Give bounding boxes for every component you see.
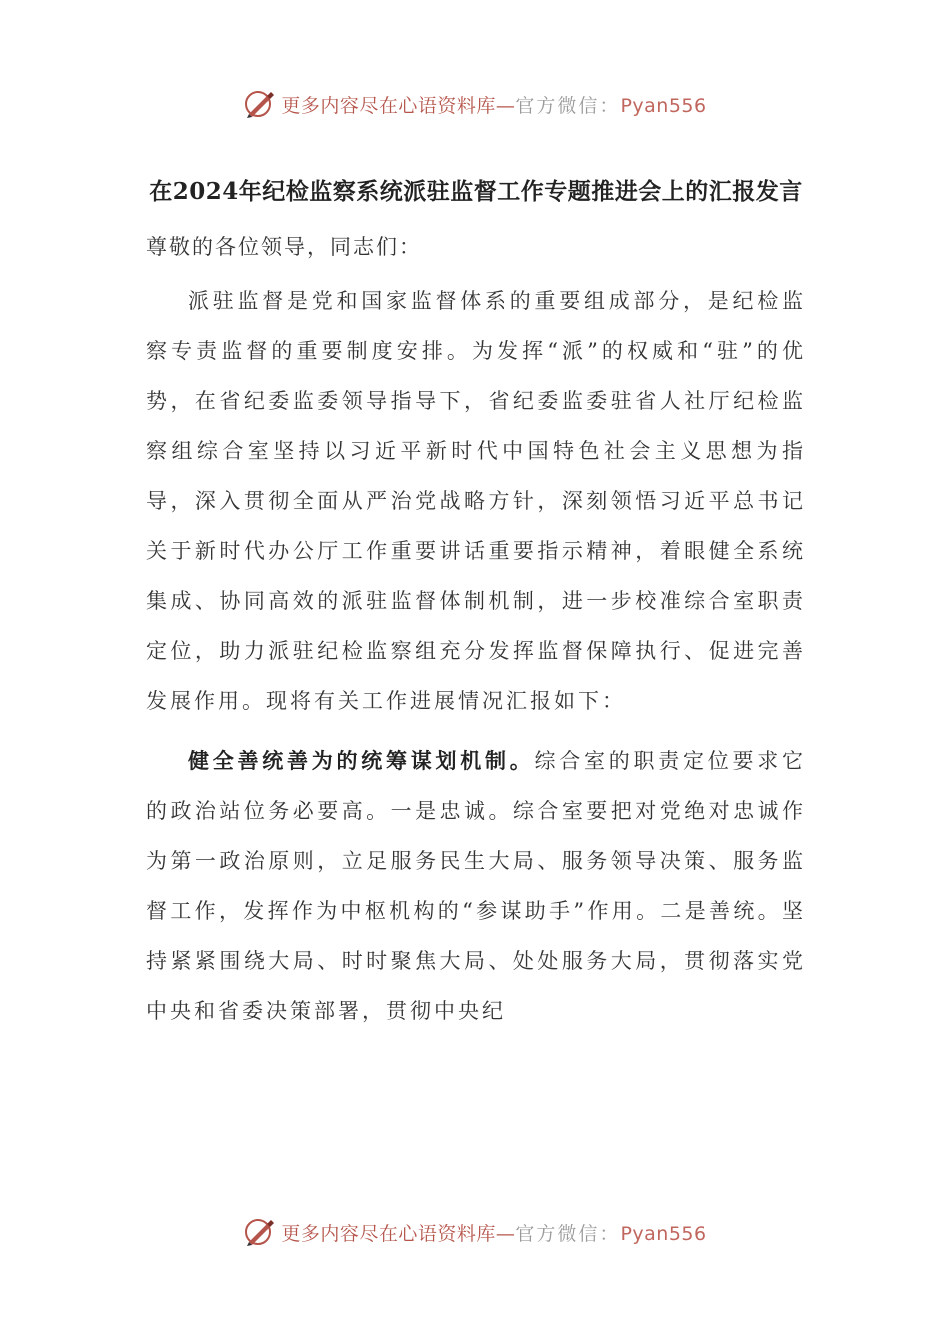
banner-wechat-id: Pyan556 (620, 1222, 707, 1245)
salutation: 尊敬的各位领导，同志们： (146, 235, 422, 259)
banner-dash: — (495, 1222, 516, 1245)
banner-text (281, 91, 706, 118)
paragraph-2-heading: 健全善统善为的统筹谋划机制。 (188, 748, 535, 773)
footer-banner (0, 1212, 950, 1252)
paragraph-1: 派驻监督是党和国家监督体系的重要组成部分，是纪检监察专责监督的重要制度安排。为发挥“派”的权威和“驻”的优势，在省纪委监委领导指导下，省纪委监委驻省人社厅纪检监察组综合室坚持以习近平新时代中国特色社会主义思想为指导，深入贯彻全面从严治党战略方针，深刻领悟习近平总书记关于新时代办公厅工作重要讲话重要指示精神，着眼健全系统集成、协同高效的派驻监督体制机制，进一步校准综合室职责定位，助力派驻纪检监察组充分发挥监督保障执行、促进完善发展作用。现将有关工作进展情况汇报如下： (146, 289, 806, 713)
banner-slogan: 更多内容尽在心语资料库 (281, 1222, 496, 1245)
header-banner (0, 84, 950, 124)
banner-wechat-label: 官方微信： (515, 94, 621, 117)
paragraph-2-body: 综合室的职责定位要求它的政治站位务必要高。一是忠诚。综合室要把对党绝对忠诚作为第一政治原则，立足服务民生大局、服务领导决策、服务监督工作，发挥作为中枢机构的“参谋助手”作用。二是善统。坚持紧紧围绕大局、时时聚焦大局、处处服务大局，贯彻落实党中央和省委决策部署，贯彻中央纪 (146, 749, 806, 1023)
paragraph-2 (146, 736, 806, 1036)
pen-logo-icon (243, 1216, 275, 1248)
banner-dash: — (495, 94, 516, 117)
banner-text (281, 1219, 706, 1246)
banner-wechat-label: 官方微信： (515, 1222, 621, 1245)
banner-wechat-id: Pyan556 (620, 94, 707, 117)
banner-slogan: 更多内容尽在心语资料库 (281, 94, 496, 117)
document-body (146, 168, 806, 1046)
document-title: 在2024年纪检监察系统派驻监督工作专题推进会上的汇报发言 (149, 178, 803, 205)
pen-logo-icon (243, 88, 275, 120)
